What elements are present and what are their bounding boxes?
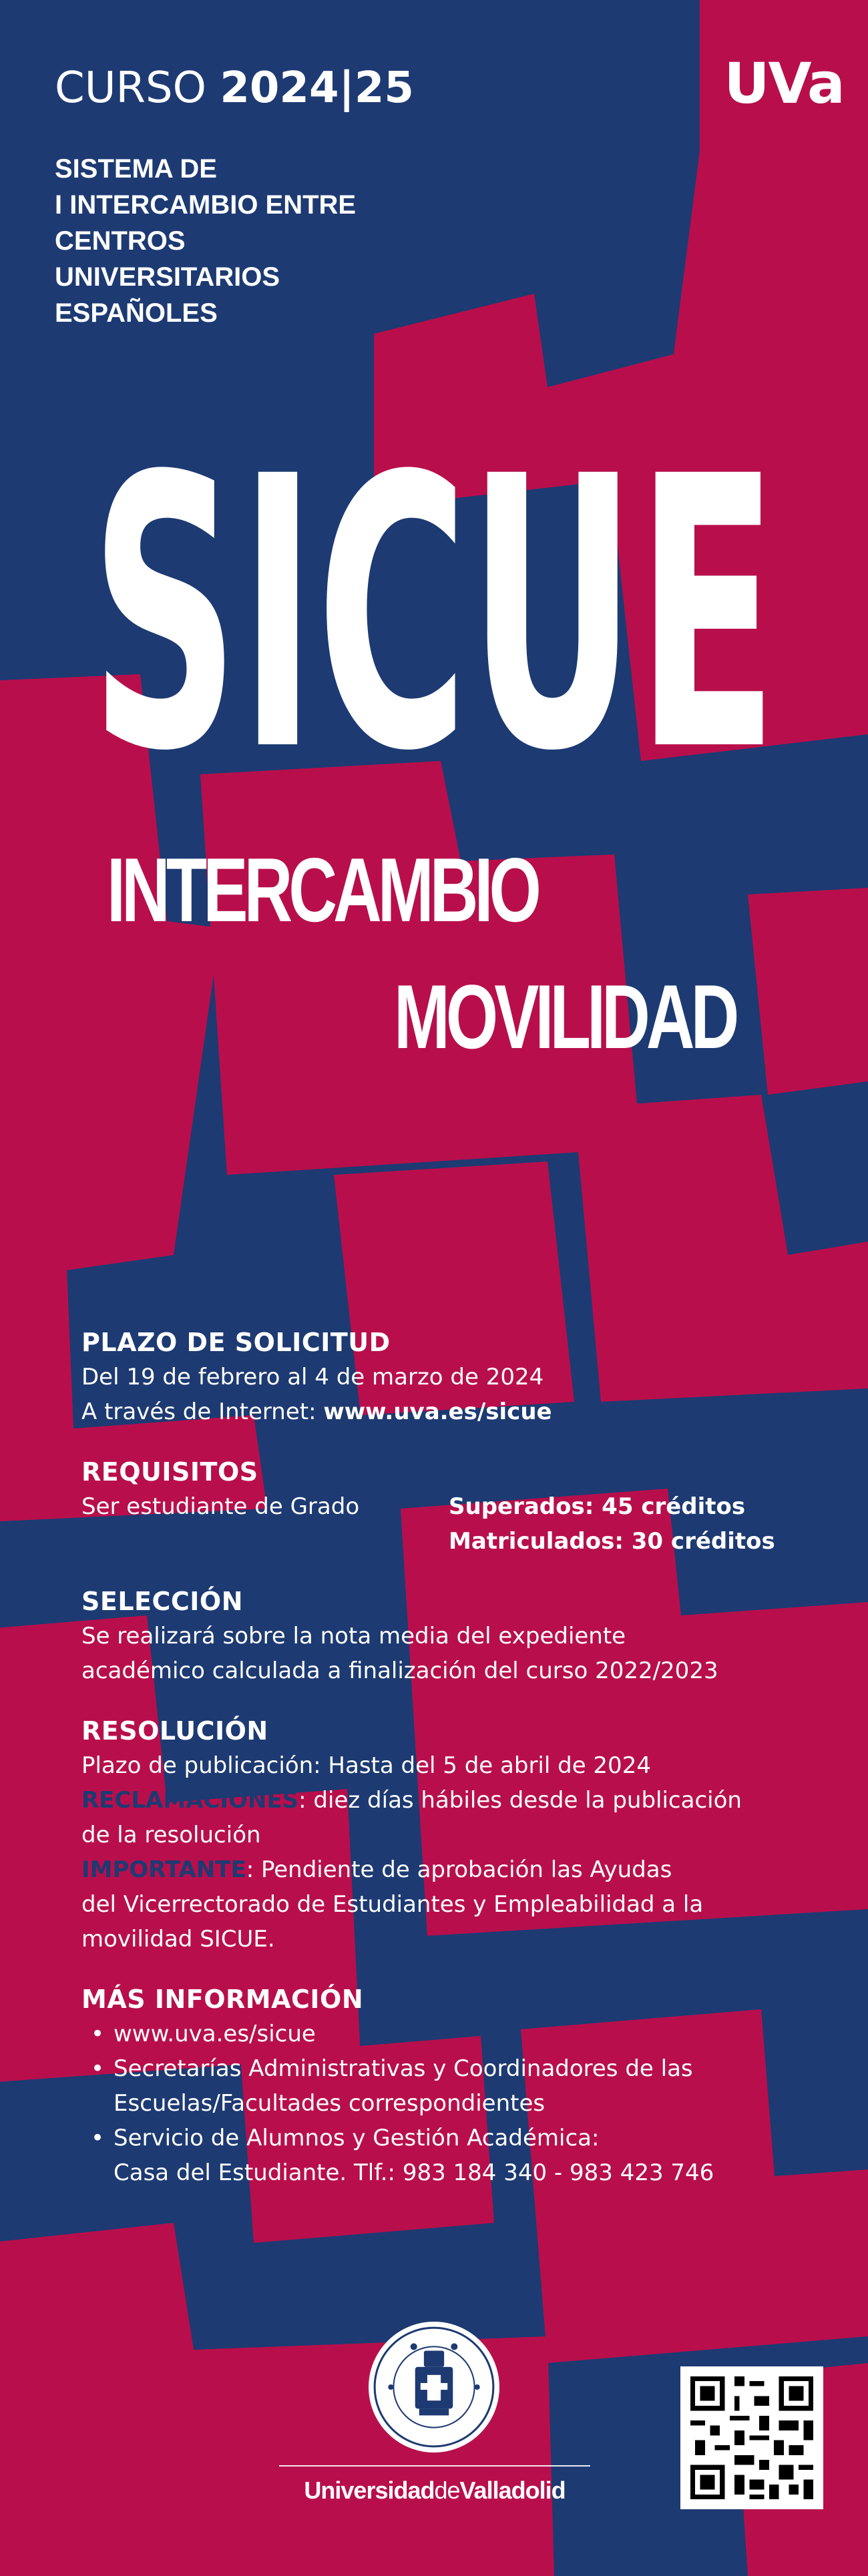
course-prefix: CURSO	[55, 63, 206, 113]
seleccion-line: Se realizará sobre la nota media del expediente	[81, 1623, 626, 1649]
requisito-grado: Ser estudiante de Grado	[81, 1493, 360, 1520]
mas-info-web-link[interactable]: www.uva.es/sicue	[114, 2021, 316, 2047]
requisito-spacer	[81, 1524, 449, 1559]
reclamaciones-text: : diez días hábiles desde la publicación	[298, 1787, 742, 1814]
plazo-link[interactable]: www.uva.es/sicue	[323, 1398, 552, 1425]
mas-info-line: • Servicio de Alumnos y Gestión Académica:	[114, 2125, 600, 2151]
seleccion-line: académico calculada a finalización del curso 2022/2023	[81, 1657, 718, 1684]
requisito-matriculados: Matriculados: 30 créditos	[449, 1528, 775, 1555]
section-plazo	[81, 1325, 829, 1429]
program-line: I INTERCAMBIO ENTRE	[55, 190, 357, 220]
section-title: REQUISITOS	[81, 1457, 258, 1487]
requisitos-row	[81, 1524, 829, 1559]
plazo-internet-label: A través de Internet:	[81, 1398, 324, 1425]
importante-text-cont: movilidad SICUE.	[81, 1926, 275, 1953]
mas-info-list	[81, 2017, 829, 2190]
reclamaciones-text-cont: de la resolución	[81, 1822, 261, 1848]
mas-info-line: Casa del Estudiante. Tlf.: 983 184 340 - 983 423 746	[114, 2159, 714, 2186]
info-panel	[81, 1325, 829, 2216]
section-resolucion	[81, 1714, 829, 1957]
mas-info-line: Escuelas/Facultades correspondientes	[114, 2090, 546, 2117]
course-heading	[55, 63, 414, 113]
university-seal-icon	[367, 2320, 501, 2455]
importante-text: : Pendiente de aprobación las Ayudas	[246, 1856, 672, 1883]
mas-info-item-secretarias	[81, 2051, 829, 2121]
plazo-internet	[81, 1394, 829, 1429]
section-title: SELECCIÓN	[81, 1587, 244, 1616]
mas-info-line: • Secretarías Administrativas y Coordinadores de las	[114, 2055, 693, 2082]
course-years: 2024|25	[220, 63, 414, 113]
sicue-title	[87, 398, 781, 833]
uva-logo-badge[interactable]	[700, 0, 868, 167]
university-name-part: Valladolid	[459, 2477, 566, 2504]
section-mas-info	[81, 1982, 829, 2190]
reclamaciones-note	[81, 1783, 829, 1818]
requisito-superados: Superados: 45 créditos	[449, 1493, 746, 1520]
uva-logo-text: UVa	[724, 51, 844, 116]
qr-code[interactable]	[680, 2366, 823, 2509]
section-requisitos	[81, 1455, 829, 1559]
program-line: CENTROS	[55, 226, 186, 256]
university-name-part: de	[434, 2477, 460, 2504]
resolucion-plazo: Plazo de publicación: Hasta del 5 de abril de 2024	[81, 1752, 651, 1779]
importante-note	[81, 1852, 829, 1887]
program-line: UNIVERSITARIOS	[55, 262, 280, 292]
footer-divider	[279, 2465, 590, 2467]
hero-line-intercambio: INTERCAMBIO	[107, 839, 537, 941]
mas-info-item-web[interactable]	[81, 2017, 829, 2051]
sicue-title-text: SICUE	[90, 398, 778, 833]
qr-code-icon	[680, 2366, 823, 2509]
reclamaciones-label: RECLAMACIONES	[81, 1787, 299, 1814]
university-name-part: Universidad	[304, 2477, 435, 2504]
section-title: MÁS INFORMACIÓN	[81, 1985, 364, 2014]
importante-label: IMPORTANTE	[81, 1856, 246, 1883]
importante-text-cont: del Vicerrectorado de Estudiantes y Empleabilidad a la	[81, 1891, 704, 1918]
program-description	[55, 151, 402, 331]
section-seleccion	[81, 1584, 829, 1688]
program-line: SISTEMA DE	[55, 154, 217, 184]
program-line: ESPAÑOLES	[55, 298, 218, 328]
requisitos-row	[81, 1489, 829, 1524]
mas-info-item-servicio	[81, 2121, 829, 2190]
section-title: RESOLUCIÓN	[81, 1716, 268, 1746]
hero-line-movilidad: MOVILIDAD	[394, 966, 736, 1067]
plazo-dates: Del 19 de febrero al 4 de marzo de 2024	[81, 1364, 544, 1390]
section-title: PLAZO DE SOLICITUD	[81, 1328, 391, 1357]
university-name	[279, 2477, 590, 2505]
